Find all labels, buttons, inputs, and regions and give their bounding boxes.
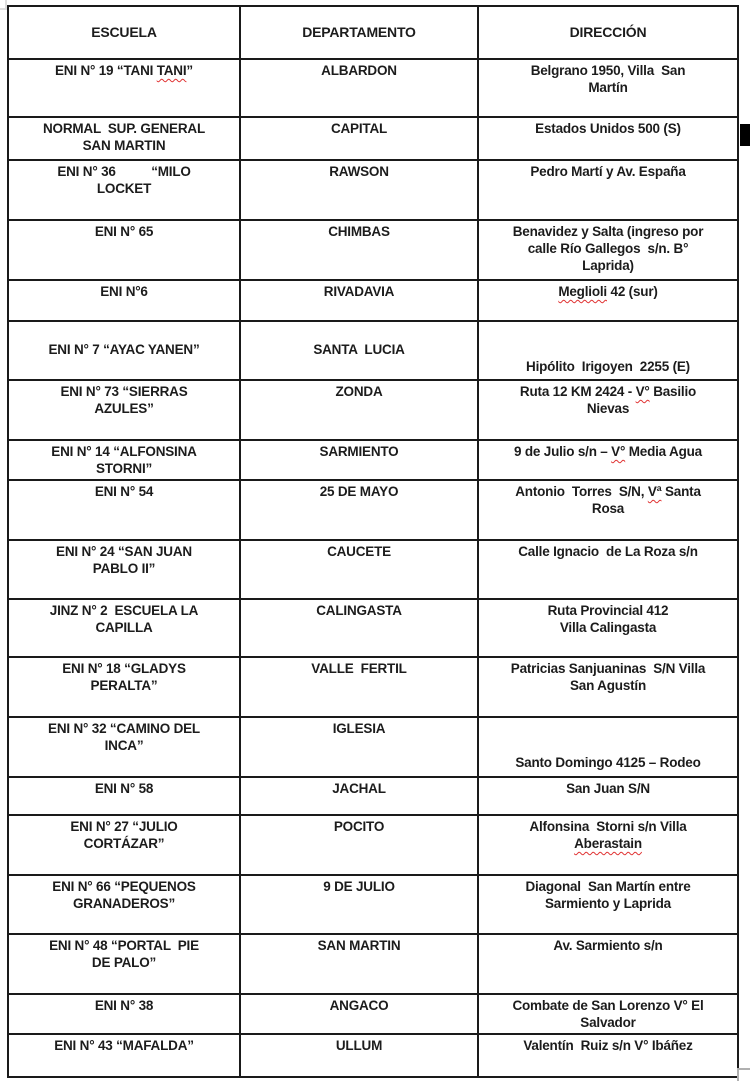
cell-line: ENI N° 48 “PORTAL PIE: [49, 938, 199, 953]
table-row: [8, 1034, 738, 1077]
cell-line: Hipólito Irigoyen 2255 (E): [526, 359, 690, 374]
misspelled-word: Aberastain: [574, 836, 642, 851]
cell-line: Martín: [588, 80, 628, 95]
cell-line: ENI N° 58: [94, 781, 154, 796]
cell-line: Estados Unidos 500 (S): [535, 121, 681, 136]
cell-line: [483, 737, 733, 754]
table-row: [8, 321, 738, 380]
cell-line: Belgrano 1950, Villa San: [530, 63, 686, 78]
table-row: [8, 815, 738, 875]
cell-line: Pedro Martí y Av. España: [530, 164, 686, 179]
cell-line: ULLUM: [335, 1038, 383, 1053]
cell-line: Nievas: [586, 401, 630, 416]
cell-line: Villa Calingasta: [559, 620, 657, 635]
table-row: [8, 994, 738, 1034]
address-cell: [478, 1034, 738, 1077]
cell-line: ENI N° 27 “JULIO: [70, 819, 178, 834]
cell-line: GRANADEROS”: [72, 896, 176, 911]
cell-line: ENI N° 14 “ALFONSINA: [51, 444, 197, 459]
school-cell: [8, 59, 240, 117]
cell-line: [245, 324, 473, 341]
cell-line: Antonio Torres S/N, Vª Santa: [515, 484, 701, 499]
address-cell: [478, 440, 738, 480]
address-cell: [478, 815, 738, 875]
school-cell: [8, 440, 240, 480]
school-cell: [8, 934, 240, 994]
cell-line: Salvador: [580, 1015, 636, 1030]
department-cell: [240, 280, 478, 321]
school-cell: [8, 160, 240, 220]
cell-line: ENI N° 32 “CAMINO DEL: [48, 721, 200, 736]
cell-line: AZULES”: [94, 401, 154, 416]
cell-line: Sarmiento y Laprida: [545, 896, 671, 911]
school-cell: [8, 1034, 240, 1077]
schools-table: [7, 5, 739, 1078]
cell-line: Rosa: [591, 501, 625, 516]
cell-line: SAN MARTIN: [317, 938, 401, 953]
cell-line: SAN MARTIN: [82, 138, 166, 153]
table-row: [8, 220, 738, 280]
table-row: [8, 717, 738, 777]
department-cell: [240, 220, 478, 280]
cell-line: NORMAL SUP. GENERAL: [42, 121, 206, 136]
cell-line: Patricias Sanjuaninas S/N Villa: [510, 661, 706, 676]
department-cell: [240, 480, 478, 540]
cell-line: CORTÁZAR”: [83, 836, 165, 851]
address-cell: [478, 717, 738, 777]
school-cell: [8, 220, 240, 280]
department-cell: [240, 540, 478, 599]
cell-line: ENI N° 54: [94, 484, 154, 499]
table-row: [8, 160, 738, 220]
cell-line: Av. Sarmiento s/n: [553, 938, 663, 953]
cell-line: 9 de Julio s/n – V° Media Agua: [514, 444, 702, 459]
cell-line: ALBARDON: [321, 63, 397, 78]
cell-line: Valentín Ruiz s/n V° Ibáñez: [523, 1038, 693, 1053]
address-cell: [478, 599, 738, 657]
address-cell: [478, 994, 738, 1034]
page-corner-mark: [0, 0, 7, 10]
cell-line: ENI N° 73 “SIERRAS: [60, 384, 188, 399]
cell-line: SARMIENTO: [319, 444, 399, 459]
school-cell: [8, 480, 240, 540]
cell-line: ZONDA: [335, 384, 383, 399]
table-row: [8, 117, 738, 160]
school-cell: [8, 657, 240, 717]
cell-line: [483, 324, 733, 341]
cell-line: RAWSON: [329, 164, 389, 179]
cell-line: ENI N° 36 “MILO: [57, 164, 191, 179]
school-cell: [8, 380, 240, 440]
department-cell: [240, 117, 478, 160]
cell-line: San Agustín: [569, 678, 647, 693]
right-edge-black-mark: [740, 124, 750, 146]
department-cell: [240, 160, 478, 220]
cell-line: 9 DE JULIO: [323, 879, 395, 894]
cell-line: Diagonal San Martín entre: [525, 879, 691, 894]
table-row: [8, 540, 738, 599]
school-cell: [8, 321, 240, 380]
cell-line: ENI N°6: [100, 284, 148, 299]
cell-line: ENI N° 38: [94, 998, 154, 1013]
cell-line: VALLE FERTIL: [311, 661, 407, 676]
misspelled-word: V°: [611, 444, 626, 459]
department-cell: [240, 321, 478, 380]
cell-line: CALINGASTA: [316, 603, 402, 618]
address-cell: [478, 117, 738, 160]
cell-line: CAPILLA: [95, 620, 153, 635]
cell-line: San Juan S/N: [566, 781, 650, 796]
cell-line: INCA”: [104, 738, 144, 753]
cell-line: PERALTA”: [90, 678, 158, 693]
cell-line: Calle Ignacio de La Roza s/n: [518, 544, 698, 559]
school-cell: [8, 599, 240, 657]
column-header-direccion: DIRECCIÓN: [478, 6, 738, 59]
department-cell: [240, 380, 478, 440]
cell-line: IGLESIA: [332, 721, 386, 736]
address-cell: [478, 59, 738, 117]
header-row: [8, 6, 738, 59]
table-row: [8, 599, 738, 657]
department-cell: [240, 440, 478, 480]
cell-line: ENI N° 7 “AYAC YANEN”: [48, 342, 200, 357]
address-cell: [478, 657, 738, 717]
cell-line: 25 DE MAYO: [319, 484, 399, 499]
school-cell: [8, 994, 240, 1034]
cell-line: ENI N° 24 “SAN JUAN: [56, 544, 192, 559]
department-cell: [240, 815, 478, 875]
school-cell: [8, 117, 240, 160]
department-cell: [240, 1034, 478, 1077]
address-cell: [478, 934, 738, 994]
department-cell: [240, 59, 478, 117]
address-cell: [478, 777, 738, 815]
department-cell: [240, 717, 478, 777]
cell-line: CAUCETE: [327, 544, 391, 559]
department-cell: [240, 934, 478, 994]
cell-line: calle Río Gallegos s/n. B°: [527, 241, 689, 256]
table-row: [8, 380, 738, 440]
cell-line: [483, 341, 733, 358]
school-cell: [8, 815, 240, 875]
cell-line: [13, 324, 235, 341]
school-cell: [8, 875, 240, 934]
cell-line: Ruta 12 KM 2424 - V° Basilio: [519, 384, 697, 399]
cell-line: CAPITAL: [330, 121, 388, 136]
department-cell: [240, 599, 478, 657]
department-cell: [240, 875, 478, 934]
cell-line: ENI N° 43 “MAFALDA”: [54, 1038, 194, 1053]
column-header-departamento: DEPARTAMENTO: [240, 6, 478, 59]
cell-line: Laprida): [582, 258, 634, 273]
address-cell: [478, 321, 738, 380]
cell-line: [483, 835, 733, 852]
department-cell: [240, 657, 478, 717]
cell-line: POCITO: [333, 819, 385, 834]
address-cell: [478, 220, 738, 280]
cell-line: ENI N° 66 “PEQUENOS: [52, 879, 196, 894]
address-cell: [478, 480, 738, 540]
school-cell: [8, 540, 240, 599]
department-cell: [240, 994, 478, 1034]
cell-line: Meglioli 42 (sur): [558, 284, 658, 299]
cell-line: STORNI”: [95, 461, 153, 476]
table-row: [8, 480, 738, 540]
cell-line: Alfonsina Storni s/n Villa: [529, 819, 687, 834]
cell-line: RIVADAVIA: [323, 284, 395, 299]
table-resize-handle-icon: [737, 1068, 750, 1081]
cell-line: JINZ N° 2 ESCUELA LA: [49, 603, 199, 618]
cell-line: Combate de San Lorenzo V° El: [512, 998, 704, 1013]
misspelled-word: Vª: [647, 484, 662, 499]
table-row: [8, 875, 738, 934]
table-row: [8, 777, 738, 815]
address-cell: [478, 875, 738, 934]
cell-line: Benavidez y Salta (ingreso por: [512, 224, 704, 239]
cell-line: LOCKET: [96, 181, 152, 196]
cell-line: [483, 720, 733, 737]
table-row: [8, 657, 738, 717]
cell-line: CHIMBAS: [328, 224, 390, 239]
cell-line: ENI N° 18 “GLADYS: [62, 661, 186, 676]
department-cell: [240, 777, 478, 815]
table-row: [8, 440, 738, 480]
cell-line: PABLO II”: [92, 561, 156, 576]
school-cell: [8, 717, 240, 777]
table-body: [8, 59, 738, 1077]
column-header-escuela: ESCUELA: [8, 6, 240, 59]
cell-line: ENI N° 19 “TANI TANI”: [55, 63, 193, 78]
cell-line: DE PALO”: [91, 955, 157, 970]
table-row: [8, 59, 738, 117]
cell-line: Santo Domingo 4125 – Rodeo: [515, 755, 701, 770]
address-cell: [478, 380, 738, 440]
misspelled-word: V°: [635, 384, 650, 399]
school-cell: [8, 777, 240, 815]
cell-line: JACHAL: [332, 781, 386, 796]
table-row: [8, 280, 738, 321]
cell-line: ANGACO: [329, 998, 389, 1013]
address-cell: [478, 160, 738, 220]
address-cell: [478, 280, 738, 321]
address-cell: [478, 540, 738, 599]
cell-line: Ruta Provincial 412: [547, 603, 669, 618]
cell-line: SANTA LUCIA: [313, 342, 405, 357]
school-cell: [8, 280, 240, 321]
misspelled-word: Meglioli: [558, 284, 607, 299]
misspelled-word: TANI: [156, 63, 187, 78]
table-row: [8, 934, 738, 994]
cell-line: ENI N° 65: [94, 224, 154, 239]
